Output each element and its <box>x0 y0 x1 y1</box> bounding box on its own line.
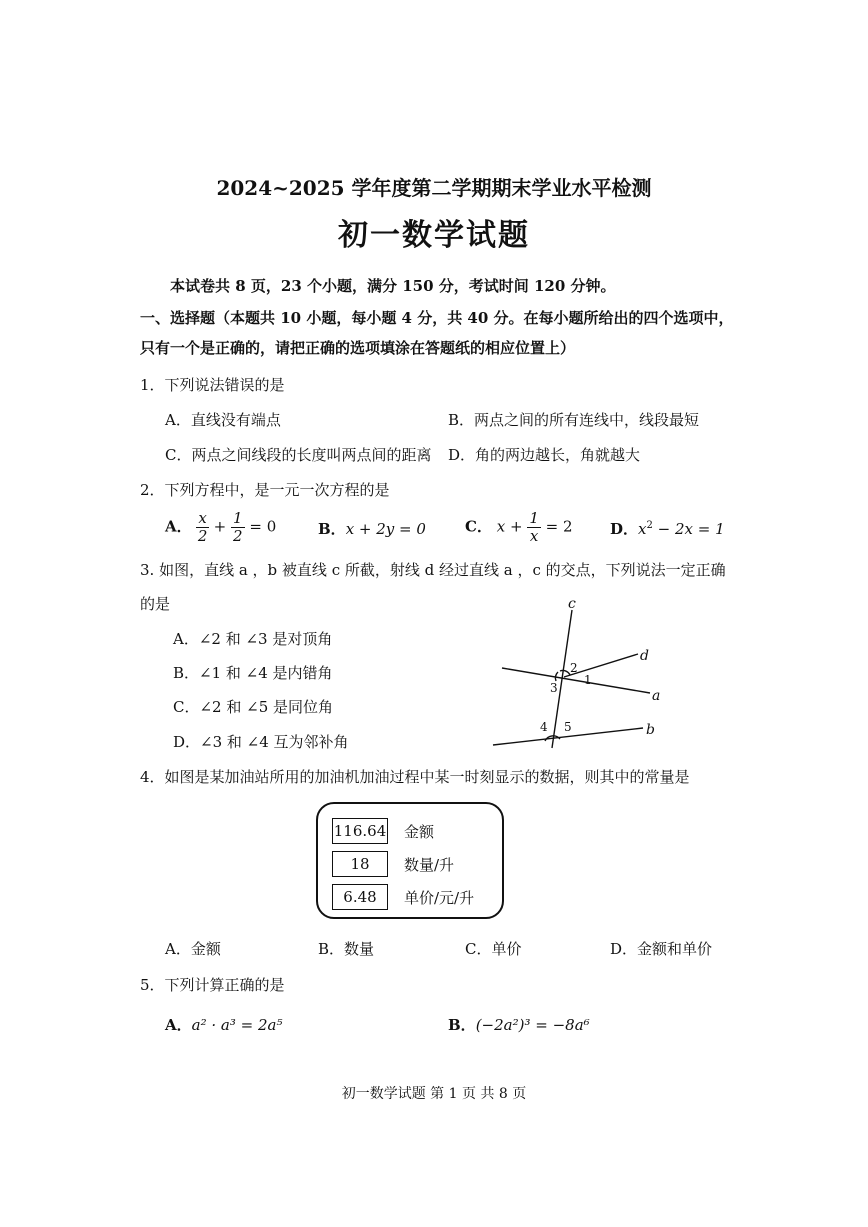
display-value-amount: 116.64 <box>332 818 388 844</box>
label-b: b <box>646 722 655 738</box>
angle-label-5: 5 <box>564 720 572 734</box>
q1-option-c: C．两点之间线段的长度叫两点间的距离 <box>165 446 432 464</box>
q2-c-frac-num: 1 <box>529 509 539 527</box>
q2-c-pre: x + <box>496 517 523 536</box>
q1-option-b: B．两点之间的所有连线中，线段最短 <box>448 411 700 429</box>
q2-c-fraction <box>527 510 541 545</box>
q2-d-x: x <box>638 520 647 538</box>
q1-stem: 1．下列说法错误的是 <box>140 376 285 394</box>
q2-option-a-label: A． <box>165 517 192 536</box>
q2-a-eq: = 0 <box>249 517 277 536</box>
angle-arc-3 <box>555 672 558 681</box>
q5-option-a <box>165 1014 282 1035</box>
q5-option-a-label: A． <box>165 1016 192 1034</box>
q2-a-fraction1 <box>196 510 208 545</box>
q1-option-d: D．角的两边越长，角就越大 <box>448 446 641 464</box>
q3-option-a: A．∠2 和 ∠3 是对顶角 <box>173 630 333 648</box>
q2-a-frac2-num: 1 <box>233 509 243 527</box>
q4-option-c: C．单价 <box>465 940 522 958</box>
q2-a-frac1-den: 2 <box>197 527 208 545</box>
angle-label-3: 3 <box>550 681 558 695</box>
display-label-amount: 金额 <box>404 823 435 841</box>
angle-arc-2 <box>560 670 570 675</box>
label-d: d <box>640 648 649 664</box>
q2-option-c <box>465 510 573 545</box>
angle-label-2: 2 <box>570 661 578 675</box>
display-value-quantity: 18 <box>332 851 388 877</box>
display-value-unit-price: 6.48 <box>332 884 388 910</box>
display-label-quantity: 数量/升 <box>404 856 455 874</box>
section-heading-line1: 一、选择题（本题共 10 小题，每小题 4 分，共 40 分。在每小题所给出的四个选项中， <box>140 309 734 327</box>
exam-intro: 本试卷共 8 页，23 个小题，满分 150 分，考试时间 120 分钟。 <box>170 277 616 295</box>
q2-option-c-label: C． <box>465 517 492 536</box>
q5-option-b <box>448 1014 590 1035</box>
q2-b-expr: x + 2y = 0 <box>345 520 426 538</box>
q2-a-frac1-num: x <box>198 509 207 527</box>
q2-a-fraction2 <box>231 510 245 545</box>
q2-d-exp: 2 <box>646 520 653 531</box>
q1-option-a: A．直线没有端点 <box>165 411 281 429</box>
fuel-pump-display <box>316 802 504 919</box>
q2-d-rest: − 2x = 1 <box>652 520 725 538</box>
q2-option-a <box>165 510 276 545</box>
q2-a-frac2-den: 2 <box>233 527 243 545</box>
q2-a-plus: + <box>213 517 227 536</box>
angle-label-1: 1 <box>584 673 592 687</box>
q3-option-d: D．∠3 和 ∠4 互为邻补角 <box>173 733 349 751</box>
q2-c-eq: = 2 <box>545 517 573 536</box>
q2-stem: 2．下列方程中，是一元一次方程的是 <box>140 481 390 499</box>
label-a: a <box>652 688 661 704</box>
q4-option-b: B．数量 <box>318 940 375 958</box>
q3-option-c: C．∠2 和 ∠5 是同位角 <box>173 698 334 716</box>
q5-stem: 5．下列计算正确的是 <box>140 976 285 994</box>
page-footer: 初一数学试题 第 1 页 共 8 页 <box>341 1086 527 1102</box>
q2-option-d <box>610 518 725 539</box>
display-label-unit-price: 单价/元/升 <box>404 889 475 907</box>
q4-option-d: D．金额和单价 <box>610 940 713 958</box>
q3-geometry-figure <box>488 596 678 754</box>
q2-c-frac-den: x <box>529 527 539 545</box>
section-heading-line2: 只有一个是正确的，请把正确的选项填涂在答题纸的相应位置上） <box>140 339 576 357</box>
q2-option-b <box>318 518 426 539</box>
q4-stem: 4．如图是某加油站所用的加油机加油过程中某一时刻显示的数据，则其中的常量是 <box>140 768 690 786</box>
q2-option-b-label: B． <box>318 520 346 538</box>
label-c: c <box>568 596 576 612</box>
q5-b-expr: (−2a²)³ = −8a⁶ <box>475 1016 590 1034</box>
exam-subject-title: 初一数学试题 <box>338 218 530 253</box>
angle-label-4: 4 <box>540 720 548 734</box>
q2-option-d-label: D． <box>610 520 639 538</box>
q5-a-expr: a² · a³ = 2a⁵ <box>191 1016 283 1034</box>
q3-stem-line1: 3. 如图，直线 a ，b 被直线 c 所截，射线 d 经过直线 a ，c 的交点，下列说法一定正确 <box>140 561 726 579</box>
q4-option-a: A．金额 <box>165 940 221 958</box>
exam-title: 2024~2025 学年度第二学期期末学业水平检测 <box>216 176 652 200</box>
q5-option-b-label: B． <box>448 1016 476 1034</box>
q3-option-b: B．∠1 和 ∠4 是内错角 <box>173 664 333 682</box>
q3-stem-line2: 的是 <box>140 595 171 613</box>
